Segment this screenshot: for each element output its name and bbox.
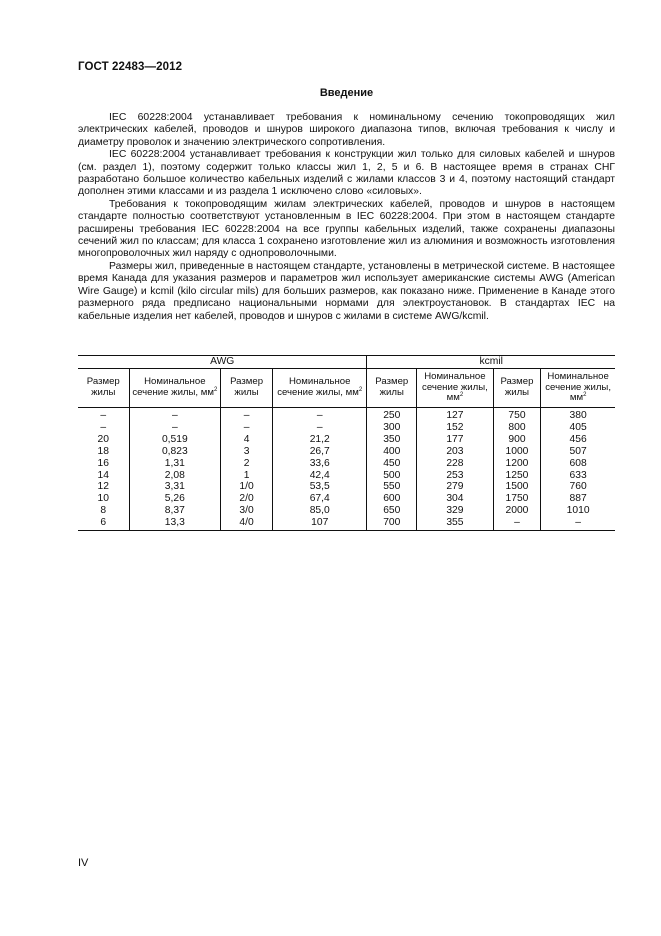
paragraph: IEC 60228:2004 устанавливает требования к номинальному сечению токопроводящих жил электрических кабелей, проводов и шнуров широкого диапазона типов, включая требования к числу и диаметру проволок и значению электрического сопротивления. — [78, 112, 615, 148]
table-cell: 3/0 — [221, 505, 273, 517]
table-cell: 18 — [97, 445, 110, 457]
table-cell: 887 — [541, 493, 615, 505]
table-cell: – — [493, 517, 541, 530]
table-cell: 6 — [78, 517, 129, 530]
table-cell: 0,519 — [129, 434, 221, 446]
table-cell: – — [100, 422, 107, 434]
table-cell: 329 — [417, 505, 493, 517]
table-cell: 2/0 — [221, 493, 273, 505]
column-header-section: Номинальное сечение жилы, $мм^2$ — [273, 369, 367, 408]
paragraph: Размеры жил, приведенные в настоящем стандарте, установлены в метрической системе. В настоящее время Канада для указания размеров и параметров жил использует американские системы AWG (American Wire Gauge) и kcmil (kilo circular mils) для больших размеров, как показано ниже. Применение в Канаде этого размерного ряда предписано национальными нормами для электроустановок. В стандартах IEC на кабельные изделия нет кабелей, проводов и шнуров с жилами в системе AWG/kcmil. — [78, 260, 615, 322]
table-cell: 8 — [100, 505, 107, 517]
awg-group-header: AWG — [78, 356, 367, 369]
table-cell: 13,3 — [129, 517, 221, 530]
table-row — [78, 469, 615, 481]
table-cell: 1010 — [541, 505, 615, 517]
table-cell: 20 — [97, 433, 110, 445]
table-cell: 304 — [417, 493, 493, 505]
table-row — [78, 422, 615, 434]
table-row — [78, 408, 615, 422]
table-row — [78, 493, 615, 505]
section-title: Введение — [319, 87, 374, 99]
table-cell: 127 — [417, 408, 493, 422]
table-row — [78, 517, 615, 530]
table-cell: 5,26 — [129, 493, 221, 505]
table-cell: 650 — [367, 505, 417, 517]
table-column-header-row — [78, 369, 615, 408]
table-cell: 107 — [273, 517, 367, 530]
table-cell: 700 — [367, 517, 417, 530]
table-cell: – — [221, 408, 273, 422]
table-cell: 405 — [541, 422, 615, 434]
table-cell: 250 — [367, 408, 417, 422]
table-cell: 1250 — [493, 469, 541, 481]
column-header-size: Размер жилы — [221, 369, 273, 408]
table-row — [78, 481, 615, 493]
table-cell: 67,4 — [273, 493, 367, 505]
table-cell: – — [541, 517, 615, 530]
table-cell: 152 — [417, 422, 493, 434]
table-cell: 3 — [221, 446, 273, 458]
table-cell: 456 — [541, 434, 615, 446]
table-cell: 608 — [541, 458, 615, 470]
table-cell: 760 — [541, 481, 615, 493]
column-header-section: Номинальное сечение жилы, $мм^2$ — [541, 369, 615, 408]
table-cell: 2,08 — [129, 469, 221, 481]
table-row — [78, 458, 615, 470]
table-cell: – — [129, 422, 221, 434]
table-cell: 228 — [417, 458, 493, 470]
table-cell: 42,4 — [273, 469, 367, 481]
table-cell: 400 — [367, 446, 417, 458]
table-cell: 900 — [493, 434, 541, 446]
table-cell: 177 — [417, 434, 493, 446]
table-cell: 12 — [97, 481, 110, 493]
table-cell: 3,31 — [129, 481, 221, 493]
table-body — [78, 408, 615, 531]
table-cell: 507 — [541, 446, 615, 458]
table-cell: 1500 — [493, 481, 541, 493]
table-cell: 2 — [221, 458, 273, 470]
table-row — [78, 505, 615, 517]
table-cell: 1200 — [493, 458, 541, 470]
table-cell: 26,7 — [273, 446, 367, 458]
table-cell: 203 — [417, 446, 493, 458]
table-cell: – — [100, 410, 107, 422]
table-cell: – — [221, 422, 273, 434]
kcmil-group-header: kcmil — [367, 356, 615, 369]
column-header-section: Номинальное сечение жилы, $мм^2$ — [417, 369, 493, 408]
paragraph: IEC 60228:2004 устанавливает требования к конструкции жил только для силовых кабелей и шнуров (см. раздел 1), поэтому содержит только классы жил 1, 2, 5 и 6. В настоящее время в странах СНГ разработано большое количество кабельных изделий с жилами классов 3 и 4, поэтому настоящий стандарт дополнен этими классами и из раздела 1 исключено слово «силовых». — [78, 149, 615, 198]
column-header-size: Размер жилы — [78, 369, 129, 408]
table-cell: 450 — [367, 458, 417, 470]
page-number: IV — [78, 857, 89, 869]
table-cell: 1750 — [493, 493, 541, 505]
column-header-size: Размер жилы — [367, 369, 417, 408]
table-cell: 8,37 — [129, 505, 221, 517]
awg-kcmil-table — [78, 355, 615, 531]
document-code: ГОСТ 22483—2012 — [78, 61, 183, 73]
table-cell: 21,2 — [273, 434, 367, 446]
table-cell: – — [273, 408, 367, 422]
table-cell: 14 — [97, 469, 110, 481]
table-cell: 1,31 — [129, 458, 221, 470]
table-cell: 355 — [417, 517, 493, 530]
table-cell: 380 — [541, 408, 615, 422]
table-cell: 350 — [367, 434, 417, 446]
table-cell: 1 — [221, 469, 273, 481]
table-cell: 1000 — [493, 446, 541, 458]
table-cell: 279 — [417, 481, 493, 493]
table-cell: 633 — [541, 469, 615, 481]
table-cell: 2000 — [493, 505, 541, 517]
table-row — [78, 446, 615, 458]
column-header-size: Размер жилы — [493, 369, 541, 408]
table-cell: 85,0 — [273, 505, 367, 517]
table-cell: – — [273, 422, 367, 434]
table-cell: 253 — [417, 469, 493, 481]
table-cell: 53,5 — [273, 481, 367, 493]
table-cell: 300 — [367, 422, 417, 434]
table-cell: 550 — [367, 481, 417, 493]
table-cell: 500 — [367, 469, 417, 481]
table-row — [78, 434, 615, 446]
table-cell: 4 — [221, 434, 273, 446]
table-cell: 16 — [97, 457, 110, 469]
table-cell: 10 — [97, 493, 110, 505]
table-cell: 1/0 — [221, 481, 273, 493]
table-cell: 33,6 — [273, 458, 367, 470]
table-cell: 800 — [493, 422, 541, 434]
table-cell: 600 — [367, 493, 417, 505]
column-header-section: Номинальное сечение жилы, $мм^2$ — [129, 369, 221, 408]
table-group-header-row — [78, 356, 615, 369]
introduction-text — [78, 112, 615, 323]
table-cell: 4/0 — [221, 517, 273, 530]
table-cell: 0,823 — [129, 446, 221, 458]
table-cell: – — [129, 408, 221, 422]
table-cell: 750 — [493, 408, 541, 422]
paragraph: Требования к токопроводящим жилам электрических кабелей, проводов и шнуров в настоящем стандарте полностью соответствуют установленным в IEC 60228:2004. При этом в настоящем стандарте расширены требования IEC 60228:2004 на все группы кабельных изделий, также сохранены диапазоны сечений жил по классам; для класса 1 сохранено изготовление жил из алюминия и возможность изготовления многопроволочных жил наряду с однопроволочными. — [78, 198, 615, 260]
